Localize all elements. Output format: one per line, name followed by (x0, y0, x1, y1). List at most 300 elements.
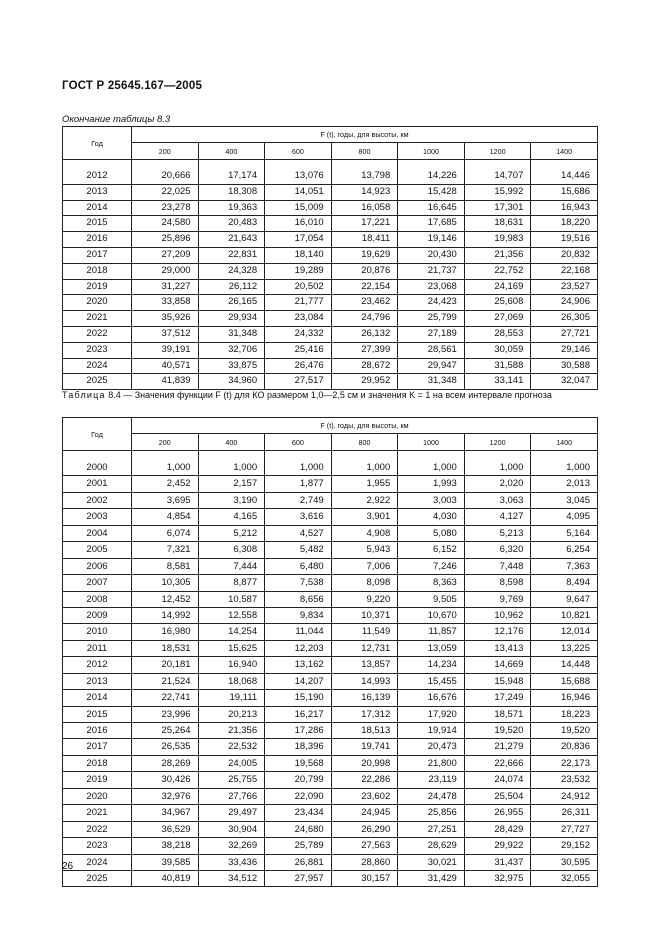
value-cell: 8,598 (464, 575, 531, 591)
value-cell: 15,428 (398, 184, 465, 200)
value-cell: 23,602 (331, 788, 398, 804)
value-cell: 19,111 (198, 690, 265, 706)
table-row (63, 739, 598, 755)
spacer-cell (63, 160, 132, 170)
value-cell: 16,217 (265, 706, 332, 722)
value-cell: 27,189 (398, 326, 465, 342)
table-row (63, 342, 598, 358)
value-cell: 12,203 (265, 640, 332, 656)
value-cell: 8,494 (531, 575, 598, 591)
year-cell: 2013 (63, 673, 132, 689)
table-row (63, 263, 598, 279)
value-cell: 34,960 (198, 374, 265, 390)
value-cell: 11,549 (331, 624, 398, 640)
year-cell: 2008 (63, 591, 132, 607)
year-cell: 2011 (63, 640, 132, 656)
table-row (63, 460, 598, 476)
value-cell: 8,877 (198, 575, 265, 591)
value-cell: 14,234 (398, 657, 465, 673)
value-cell: 22,025 (132, 184, 199, 200)
value-cell: 19,146 (398, 232, 465, 248)
column-header-height-800: 800 (331, 434, 398, 451)
value-cell: 24,912 (531, 788, 598, 804)
year-cell: 2017 (63, 739, 132, 755)
value-cell: 11,857 (398, 624, 465, 640)
value-cell: 30,588 (531, 358, 598, 374)
value-cell: 34,512 (198, 870, 265, 886)
value-cell: 29,952 (331, 374, 398, 390)
value-cell: 6,480 (265, 558, 332, 574)
value-cell: 17,221 (331, 216, 398, 232)
value-cell: 9,769 (464, 591, 531, 607)
value-cell: 21,279 (464, 739, 531, 755)
value-cell: 2,157 (198, 476, 265, 492)
value-cell: 18,571 (464, 706, 531, 722)
value-cell: 1,000 (331, 460, 398, 476)
value-cell: 24,423 (398, 295, 465, 311)
value-cell: 16,058 (331, 200, 398, 216)
value-cell: 30,059 (464, 342, 531, 358)
value-cell: 19,363 (198, 200, 265, 216)
year-cell: 2022 (63, 821, 132, 837)
value-cell: 10,962 (464, 607, 531, 623)
value-cell: 1,000 (531, 460, 598, 476)
value-cell: 21,777 (265, 295, 332, 311)
year-cell: 2005 (63, 542, 132, 558)
column-header-height-1400: 1400 (531, 143, 598, 160)
column-header-height-1000: 1000 (398, 143, 465, 160)
value-cell: 20,502 (265, 279, 332, 295)
value-cell: 13,076 (265, 169, 332, 184)
value-cell: 1,000 (398, 460, 465, 476)
spacer-cell (331, 451, 398, 461)
value-cell: 5,943 (331, 542, 398, 558)
table-row (63, 200, 598, 216)
value-cell: 33,858 (132, 295, 199, 311)
table-row (63, 476, 598, 492)
value-cell: 25,789 (265, 838, 332, 854)
value-cell: 27,251 (398, 821, 465, 837)
table-row (63, 821, 598, 837)
group-header: F (t), годы, для высоты, км (132, 418, 598, 434)
value-cell: 6,308 (198, 542, 265, 558)
year-cell: 2024 (63, 358, 132, 374)
year-cell: 2006 (63, 558, 132, 574)
value-cell: 19,568 (265, 755, 332, 771)
value-cell: 2,749 (265, 492, 332, 508)
value-cell: 25,504 (464, 788, 531, 804)
value-cell: 21,800 (398, 755, 465, 771)
value-cell: 27,209 (132, 247, 199, 263)
value-cell: 10,587 (198, 591, 265, 607)
value-cell: 18,631 (464, 216, 531, 232)
value-cell: 25,755 (198, 772, 265, 788)
year-cell: 2016 (63, 723, 132, 739)
value-cell: 30,426 (132, 772, 199, 788)
table-8-4 (62, 417, 598, 887)
year-cell: 2009 (63, 607, 132, 623)
value-cell: 6,152 (398, 542, 465, 558)
table-row (63, 279, 598, 295)
table-row (63, 509, 598, 525)
value-cell: 20,473 (398, 739, 465, 755)
value-cell: 6,254 (531, 542, 598, 558)
table-row (63, 311, 598, 327)
value-cell: 2,922 (331, 492, 398, 508)
value-cell: 3,901 (331, 509, 398, 525)
value-cell: 24,074 (464, 772, 531, 788)
value-cell: 32,706 (198, 342, 265, 358)
value-cell: 6,074 (132, 525, 199, 541)
value-cell: 7,448 (464, 558, 531, 574)
year-cell: 2016 (63, 232, 132, 248)
value-cell: 5,164 (531, 525, 598, 541)
value-cell: 28,269 (132, 755, 199, 771)
column-header-height-1000: 1000 (398, 434, 465, 451)
value-cell: 18,223 (531, 706, 598, 722)
value-cell: 39,191 (132, 342, 199, 358)
value-cell: 24,580 (132, 216, 199, 232)
value-cell: 14,669 (464, 657, 531, 673)
value-cell: 13,225 (531, 640, 598, 656)
value-cell: 18,396 (265, 739, 332, 755)
value-cell: 23,278 (132, 200, 199, 216)
value-cell: 10,821 (531, 607, 598, 623)
value-cell: 9,834 (265, 607, 332, 623)
table-row (63, 358, 598, 374)
value-cell: 19,983 (464, 232, 531, 248)
table-row (63, 772, 598, 788)
spacer-cell (132, 451, 199, 461)
value-cell: 23,462 (331, 295, 398, 311)
year-cell: 2014 (63, 690, 132, 706)
year-cell: 2013 (63, 184, 132, 200)
year-cell: 2003 (63, 509, 132, 525)
table-8-3-end (62, 126, 598, 390)
value-cell: 24,906 (531, 295, 598, 311)
year-cell: 2018 (63, 755, 132, 771)
value-cell: 22,090 (265, 788, 332, 804)
year-cell: 2002 (63, 492, 132, 508)
value-cell: 23,527 (531, 279, 598, 295)
caption-prefix: Таблица (62, 390, 106, 400)
value-cell: 32,055 (531, 870, 598, 886)
value-cell: 9,505 (398, 591, 465, 607)
spacer-row (63, 160, 598, 170)
value-cell: 4,908 (331, 525, 398, 541)
value-cell: 19,741 (331, 739, 398, 755)
year-cell: 2015 (63, 706, 132, 722)
value-cell: 31,348 (198, 326, 265, 342)
table-row (63, 673, 598, 689)
value-cell: 3,063 (464, 492, 531, 508)
value-cell: 17,312 (331, 706, 398, 722)
value-cell: 25,896 (132, 232, 199, 248)
value-cell: 15,992 (464, 184, 531, 200)
value-cell: 31,588 (464, 358, 531, 374)
value-cell: 23,068 (398, 279, 465, 295)
value-cell: 21,737 (398, 263, 465, 279)
value-cell: 22,532 (198, 739, 265, 755)
value-cell: 22,154 (331, 279, 398, 295)
value-cell: 3,003 (398, 492, 465, 508)
value-cell: 16,980 (132, 624, 199, 640)
value-cell: 25,264 (132, 723, 199, 739)
value-cell: 18,308 (198, 184, 265, 200)
value-cell: 27,069 (464, 311, 531, 327)
value-cell: 3,190 (198, 492, 265, 508)
value-cell: 4,095 (531, 509, 598, 525)
value-cell: 17,301 (464, 200, 531, 216)
table-row (63, 374, 598, 390)
value-cell: 33,436 (198, 854, 265, 870)
value-cell: 37,512 (132, 326, 199, 342)
table-row (63, 640, 598, 656)
column-header-height-400: 400 (198, 434, 265, 451)
value-cell: 27,721 (531, 326, 598, 342)
value-cell: 15,009 (265, 200, 332, 216)
spacer-cell (398, 451, 465, 461)
spacer-cell (132, 160, 199, 170)
value-cell: 21,356 (464, 247, 531, 263)
value-cell: 7,006 (331, 558, 398, 574)
value-cell: 20,483 (198, 216, 265, 232)
value-cell: 23,119 (398, 772, 465, 788)
value-cell: 39,585 (132, 854, 199, 870)
value-cell: 24,328 (198, 263, 265, 279)
year-cell: 2012 (63, 169, 132, 184)
group-header: F (t), годы, для высоты, км (132, 127, 598, 143)
value-cell: 24,005 (198, 755, 265, 771)
year-cell: 2017 (63, 247, 132, 263)
table-row (63, 558, 598, 574)
value-cell: 14,448 (531, 657, 598, 673)
value-cell: 24,945 (331, 805, 398, 821)
value-cell: 27,399 (331, 342, 398, 358)
year-cell: 2007 (63, 575, 132, 591)
year-cell: 2020 (63, 295, 132, 311)
value-cell: 40,571 (132, 358, 199, 374)
value-cell: 32,976 (132, 788, 199, 804)
table-row (63, 870, 598, 886)
value-cell: 13,857 (331, 657, 398, 673)
spacer-cell (531, 160, 598, 170)
table-row (63, 575, 598, 591)
caption-text: 8.4 — Значения функции F (t) для КО размером 1,0—2,5 см и значения K = 1 на всем интервале прогноза (108, 390, 552, 400)
column-header-height-600: 600 (265, 143, 332, 160)
value-cell: 17,054 (265, 232, 332, 248)
value-cell: 31,429 (398, 870, 465, 886)
table-row (63, 184, 598, 200)
value-cell: 23,434 (265, 805, 332, 821)
value-cell: 14,707 (464, 169, 531, 184)
value-cell: 26,290 (331, 821, 398, 837)
spacer-cell (198, 451, 265, 461)
value-cell: 21,356 (198, 723, 265, 739)
value-cell: 20,998 (331, 755, 398, 771)
year-cell: 2020 (63, 788, 132, 804)
value-cell: 38,218 (132, 838, 199, 854)
table-row (63, 492, 598, 508)
value-cell: 22,741 (132, 690, 199, 706)
value-cell: 14,446 (531, 169, 598, 184)
table-row (63, 624, 598, 640)
value-cell: 29,497 (198, 805, 265, 821)
value-cell: 1,000 (464, 460, 531, 476)
value-cell: 1,877 (265, 476, 332, 492)
value-cell: 26,305 (531, 311, 598, 327)
year-cell: 2022 (63, 326, 132, 342)
value-cell: 32,269 (198, 838, 265, 854)
year-cell: 2023 (63, 838, 132, 854)
value-cell: 22,286 (331, 772, 398, 788)
value-cell: 2,020 (464, 476, 531, 492)
value-cell: 15,455 (398, 673, 465, 689)
value-cell: 26,112 (198, 279, 265, 295)
value-cell: 20,430 (398, 247, 465, 263)
value-cell: 14,993 (331, 673, 398, 689)
column-header-height-400: 400 (198, 143, 265, 160)
value-cell: 16,645 (398, 200, 465, 216)
value-cell: 13,059 (398, 640, 465, 656)
value-cell: 16,676 (398, 690, 465, 706)
value-cell: 12,731 (331, 640, 398, 656)
value-cell: 4,030 (398, 509, 465, 525)
value-cell: 19,520 (464, 723, 531, 739)
table-row (63, 690, 598, 706)
value-cell: 15,686 (531, 184, 598, 200)
value-cell: 11,044 (265, 624, 332, 640)
value-cell: 14,226 (398, 169, 465, 184)
table-row (63, 788, 598, 804)
value-cell: 4,527 (265, 525, 332, 541)
value-cell: 4,854 (132, 509, 199, 525)
value-cell: 35,926 (132, 311, 199, 327)
year-cell: 2014 (63, 200, 132, 216)
value-cell: 20,666 (132, 169, 199, 184)
column-header-year: Год (63, 127, 132, 160)
value-cell: 29,922 (464, 838, 531, 854)
value-cell: 16,943 (531, 200, 598, 216)
table-row (63, 525, 598, 541)
value-cell: 7,538 (265, 575, 332, 591)
year-cell: 2004 (63, 525, 132, 541)
value-cell: 20,836 (531, 739, 598, 755)
value-cell: 26,132 (331, 326, 398, 342)
spacer-cell (398, 160, 465, 170)
value-cell: 20,213 (198, 706, 265, 722)
value-cell: 24,169 (464, 279, 531, 295)
value-cell: 7,444 (198, 558, 265, 574)
column-header-height-1400: 1400 (531, 434, 598, 451)
table-row (63, 805, 598, 821)
value-cell: 4,127 (464, 509, 531, 525)
value-cell: 27,517 (265, 374, 332, 390)
value-cell: 5,213 (464, 525, 531, 541)
column-header-year: Год (63, 418, 132, 451)
value-cell: 7,246 (398, 558, 465, 574)
value-cell: 3,695 (132, 492, 199, 508)
value-cell: 31,227 (132, 279, 199, 295)
year-cell: 2010 (63, 624, 132, 640)
value-cell: 25,608 (464, 295, 531, 311)
value-cell: 3,616 (265, 509, 332, 525)
year-cell: 2023 (63, 342, 132, 358)
value-cell: 26,476 (265, 358, 332, 374)
value-cell: 10,371 (331, 607, 398, 623)
spacer-cell (464, 451, 531, 461)
table-row (63, 169, 598, 184)
table-row (63, 326, 598, 342)
value-cell: 32,047 (531, 374, 598, 390)
value-cell: 15,190 (265, 690, 332, 706)
value-cell: 7,363 (531, 558, 598, 574)
table-row (63, 295, 598, 311)
value-cell: 22,752 (464, 263, 531, 279)
table-row (63, 706, 598, 722)
value-cell: 24,680 (265, 821, 332, 837)
value-cell: 14,923 (331, 184, 398, 200)
year-cell: 2025 (63, 870, 132, 886)
value-cell: 36,529 (132, 821, 199, 837)
value-cell: 22,168 (531, 263, 598, 279)
value-cell: 31,348 (398, 374, 465, 390)
value-cell: 21,524 (132, 673, 199, 689)
column-header-height-800: 800 (331, 143, 398, 160)
year-cell: 2024 (63, 854, 132, 870)
year-cell: 2018 (63, 263, 132, 279)
value-cell: 13,798 (331, 169, 398, 184)
value-cell: 31,437 (464, 854, 531, 870)
value-cell: 16,946 (531, 690, 598, 706)
value-cell: 25,799 (398, 311, 465, 327)
value-cell: 17,174 (198, 169, 265, 184)
value-cell: 15,948 (464, 673, 531, 689)
spacer-cell (331, 160, 398, 170)
table-row (63, 755, 598, 771)
year-cell: 2025 (63, 374, 132, 390)
column-header-height-200: 200 (132, 143, 199, 160)
value-cell: 26,881 (265, 854, 332, 870)
value-cell: 28,860 (331, 854, 398, 870)
value-cell: 5,482 (265, 542, 332, 558)
value-cell: 9,647 (531, 591, 598, 607)
value-cell: 6,320 (464, 542, 531, 558)
value-cell: 17,685 (398, 216, 465, 232)
page-number: 26 (62, 861, 74, 872)
value-cell: 20,181 (132, 657, 199, 673)
year-cell: 2019 (63, 772, 132, 788)
value-cell: 28,553 (464, 326, 531, 342)
value-cell: 16,139 (331, 690, 398, 706)
year-cell: 2000 (63, 460, 132, 476)
value-cell: 27,727 (531, 821, 598, 837)
value-cell: 29,947 (398, 358, 465, 374)
value-cell: 30,021 (398, 854, 465, 870)
value-cell: 14,254 (198, 624, 265, 640)
value-cell: 30,595 (531, 854, 598, 870)
value-cell: 27,563 (331, 838, 398, 854)
value-cell: 1,000 (132, 460, 199, 476)
value-cell: 33,141 (464, 374, 531, 390)
value-cell: 27,766 (198, 788, 265, 804)
table-continuation-caption: Окончание таблицы 8.3 (62, 114, 171, 125)
value-cell: 29,000 (132, 263, 199, 279)
value-cell: 18,068 (198, 673, 265, 689)
value-cell: 26,535 (132, 739, 199, 755)
value-cell: 3,045 (531, 492, 598, 508)
value-cell: 23,532 (531, 772, 598, 788)
